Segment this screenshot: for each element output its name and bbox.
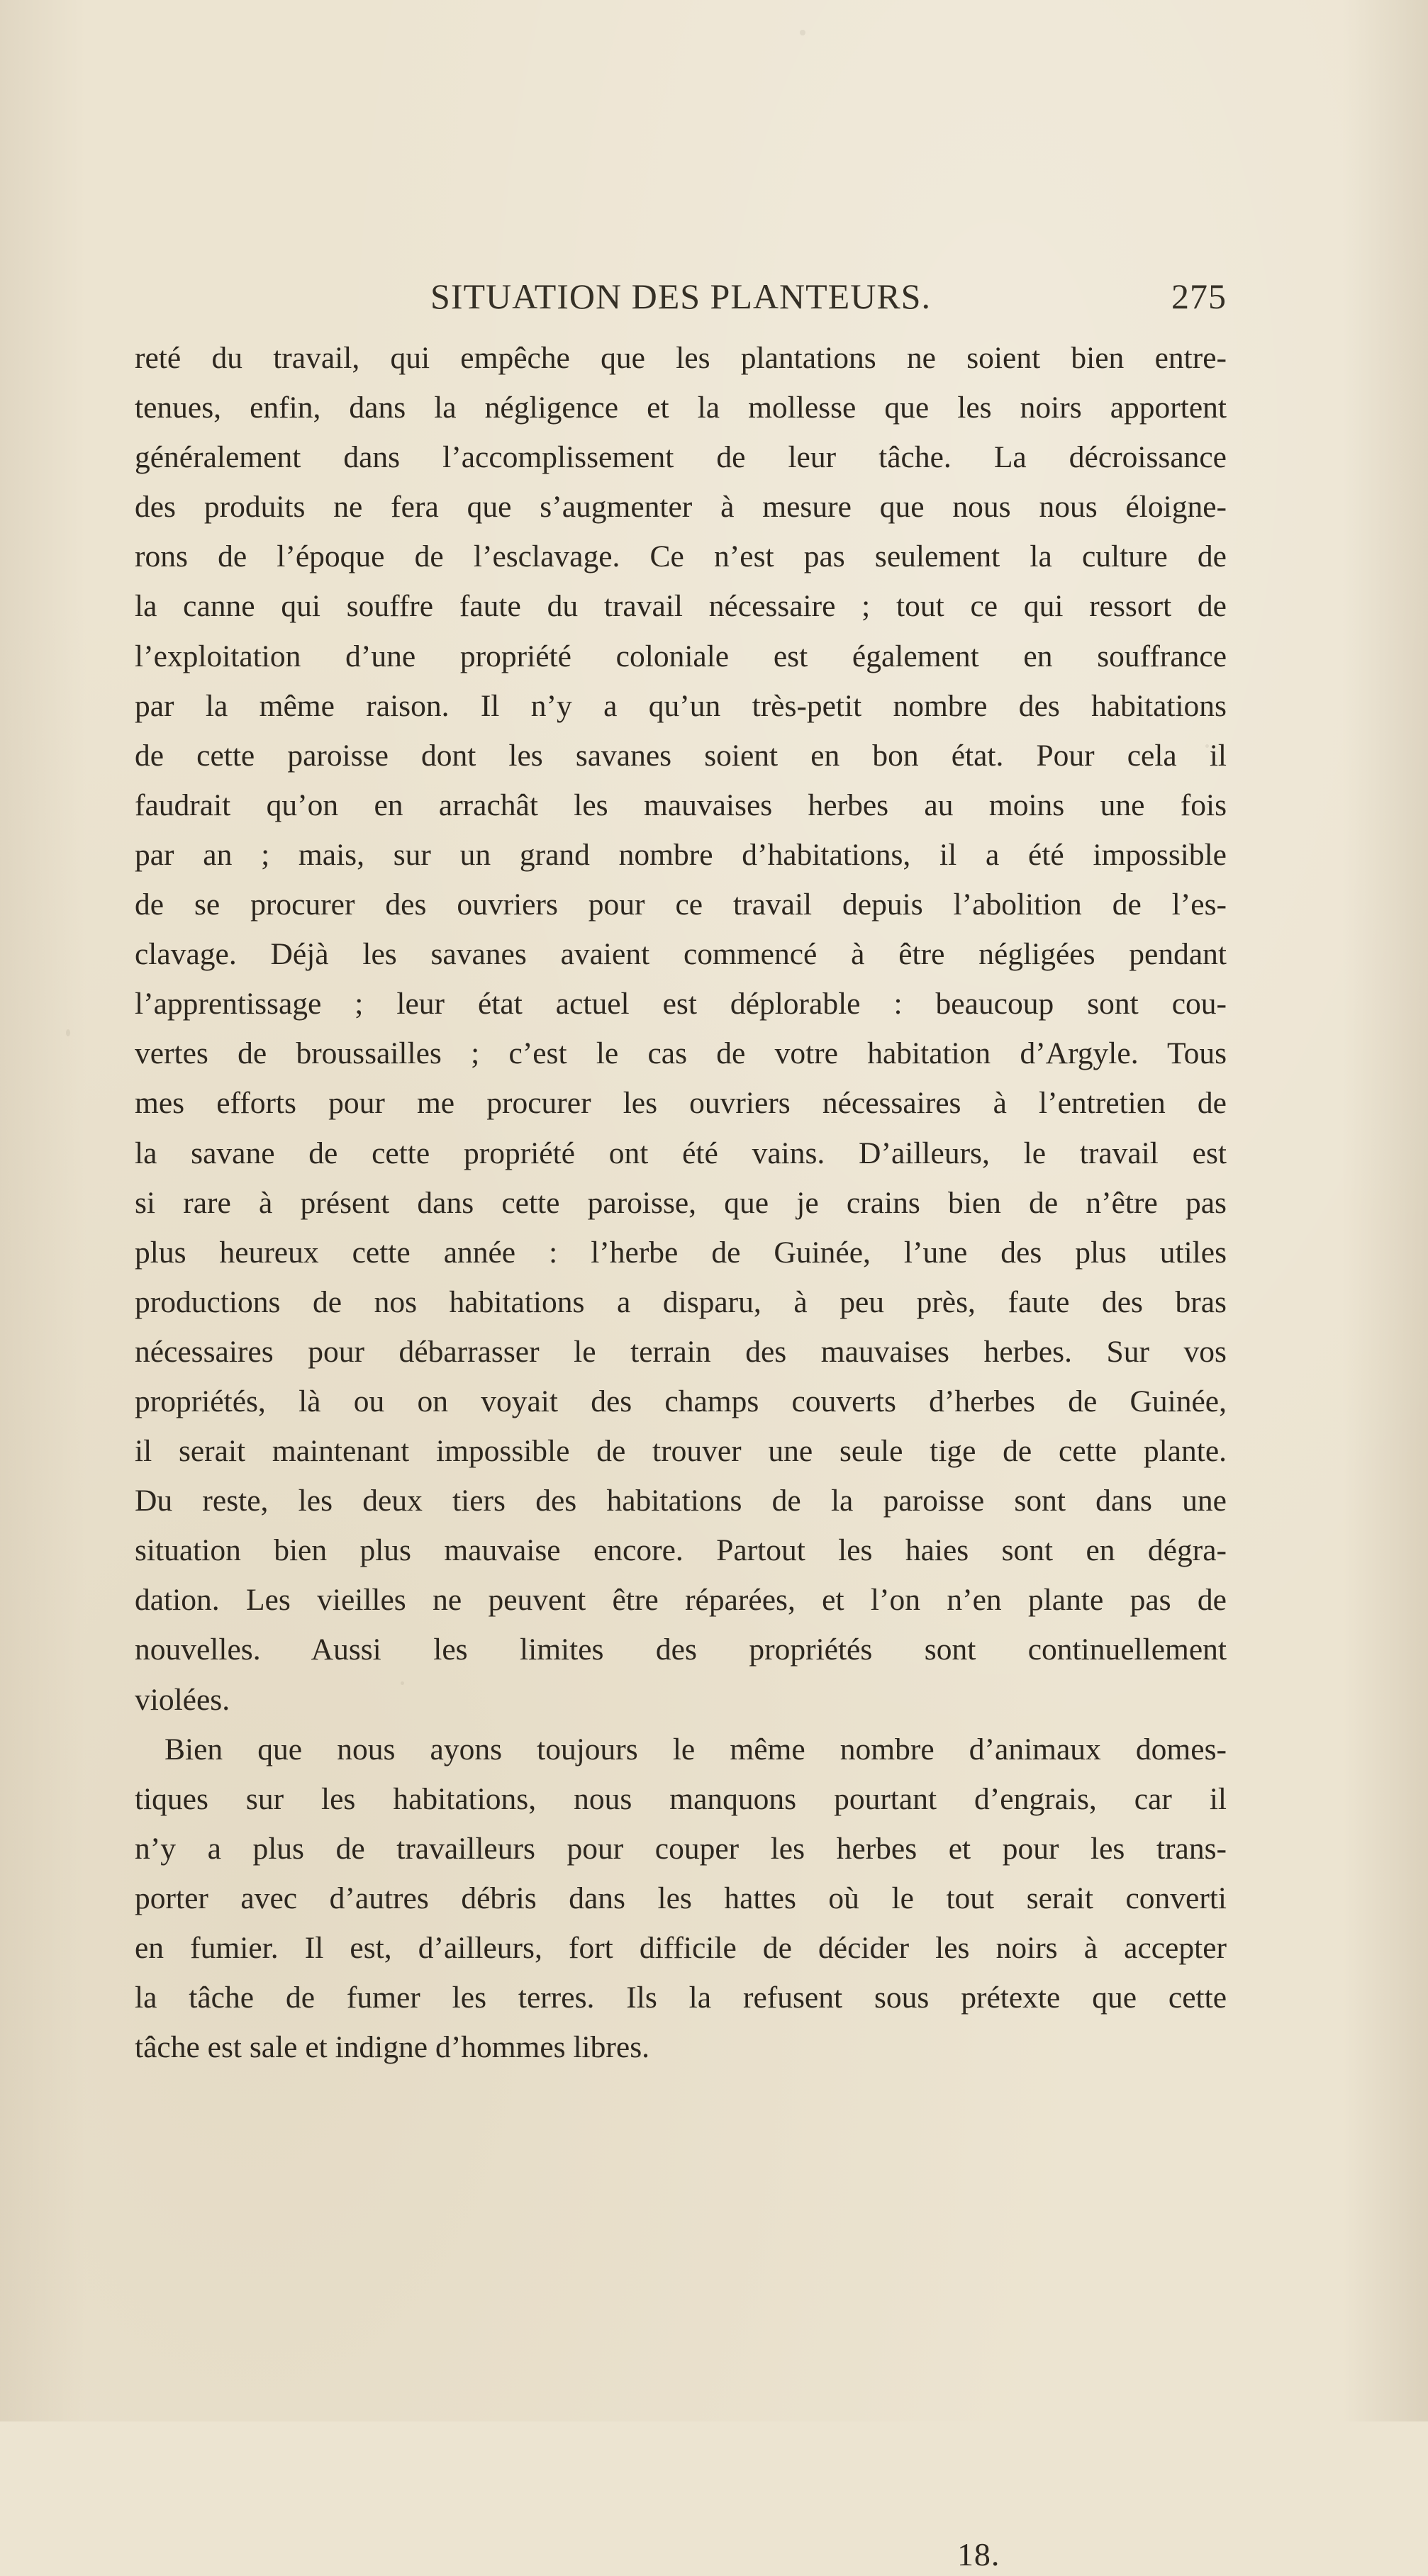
text-line: par la même raison. Il n’y a qu’un très-petit nombre des habitations (135, 688, 1227, 723)
text-line: si rare à présent dans cette paroisse, que je crains bien de n’être pas (135, 1185, 1227, 1220)
text-line: rons de l’époque de l’esclavage. Ce n’est pas seulement la culture de (135, 539, 1227, 574)
text-line: de cette paroisse dont les savanes soient en bon état. Pour cela il (135, 738, 1227, 773)
text-line: violées. (135, 1682, 230, 1717)
text-line: nécessaires pour débarrasser le terrain des mauvaises herbes. Sur vos (135, 1334, 1227, 1369)
text-line: vertes de broussailles ; c’est le cas de votre habitation d’Argyle. Tous (135, 1036, 1227, 1071)
text-line: par an ; mais, sur un grand nombre d’habitations, il a été impossible (135, 837, 1227, 872)
text-line: tenues, enfin, dans la négligence et la mollesse que les noirs apportent (135, 391, 1227, 425)
text-line: Bien que nous ayons toujours le même nombre d’animaux domes- (164, 1732, 1227, 1766)
text-line: de se procurer des ouvriers pour ce travail depuis l’abolition de l’es- (135, 887, 1227, 922)
text-line: en fumier. Il est, d’ailleurs, fort difficile de décider les noirs à accepter (135, 1931, 1227, 1965)
text-line: reté du travail, qui empêche que les plantations ne soient bien entre- (135, 341, 1227, 375)
text-line: situation bien plus mauvaise encore. Partout les haies sont en dégra- (135, 1533, 1227, 1568)
body-text (135, 333, 1227, 2072)
text-line: nouvelles. Aussi les limites des propriétés sont continuellement (135, 1633, 1227, 1667)
text-line: faudrait qu’on en arrachât les mauvaises herbes au moins une fois (135, 788, 1227, 822)
text-line: n’y a plus de travailleurs pour couper les herbes et pour les trans- (135, 1831, 1227, 1866)
text-line: mes efforts pour me procurer les ouvriers nécessaires à l’entretien de (135, 1086, 1227, 1121)
text-line: la canne qui souffre faute du travail nécessaire ; tout ce qui ressort de (135, 589, 1227, 624)
paper-spot (800, 30, 805, 35)
text-line: propriétés, là ou on voyait des champs couverts d’herbes de Guinée, (135, 1384, 1227, 1418)
paper-spot (66, 1029, 70, 1036)
text-line: Du reste, les deux tiers des habitations de la paroisse sont dans une (135, 1484, 1227, 1518)
text-line: productions de nos habitations a disparu, à peu près, faute des bras (135, 1284, 1227, 1319)
text-line: tâche est sale et indigne d’hommes libres. (135, 2030, 649, 2065)
text-line: l’apprentissage ; leur état actuel est déplorable : beaucoup sont cou- (135, 987, 1227, 1021)
signature-mark: 18. (957, 2536, 1000, 2572)
text-line: généralement dans l’accomplissement de leur tâche. La décroissance (135, 440, 1227, 475)
running-head (135, 271, 1227, 321)
text-line: l’exploitation d’une propriété coloniale est également en souffrance (135, 639, 1227, 673)
text-line: dation. Les vieilles ne peuvent être réparées, et l’on n’en plante pas de (135, 1583, 1227, 1618)
text-line: clavage. Déjà les savanes avaient commencé à être négligées pendant (135, 937, 1227, 972)
text-line: tiques sur les habitations, nous manquons pourtant d’engrais, car il (135, 1781, 1227, 1816)
text-line: des produits ne fera que s’augmenter à mesure que nous nous éloigne- (135, 490, 1227, 525)
text-line: la savane de cette propriété ont été vains. D’ailleurs, le travail est (135, 1136, 1227, 1170)
page-number: 275 (1171, 276, 1227, 316)
text-line: il serait maintenant impossible de trouver une seule tige de cette plante. (135, 1434, 1227, 1469)
running-title: SITUATION DES PLANTEURS. (430, 276, 931, 316)
text-line: plus heureux cette année : l’herbe de Guinée, l’une des plus utiles (135, 1235, 1227, 1270)
text-line: porter avec d’autres débris dans les hattes où le tout serait converti (135, 1881, 1227, 1915)
text-line: la tâche de fumer les terres. Ils la refusent sous prétexte que cette (135, 1981, 1227, 2015)
